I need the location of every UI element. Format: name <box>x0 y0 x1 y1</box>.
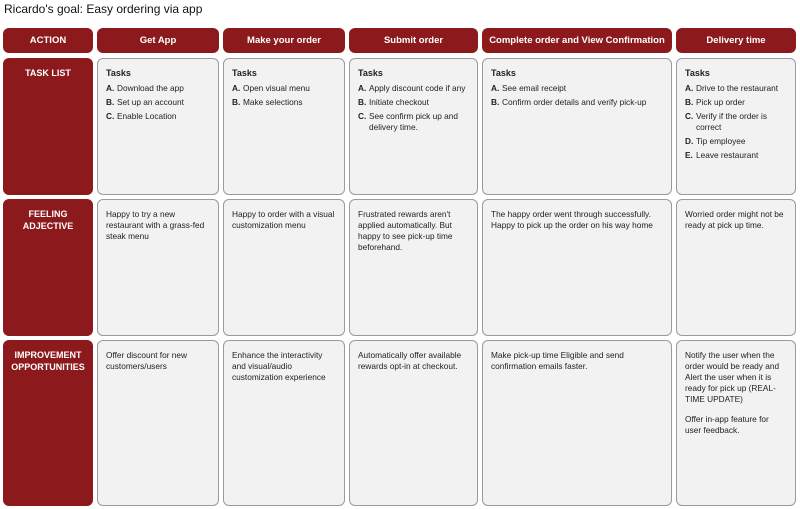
improvement-text: Enhance the interactivity and visual/audio customization experience <box>232 350 326 382</box>
task-item: B. Initiate checkout <box>358 97 429 107</box>
header-get-app: Get App <box>97 28 219 53</box>
task-item: E. Leave restaurant <box>685 150 759 160</box>
header-complete-order: Complete order and View Confirmation <box>482 28 672 53</box>
improvement-text: Offer discount for new customers/users <box>106 350 188 371</box>
feeling-text: Happy to order with a visual customization menu <box>232 209 335 230</box>
task-cell-complete-order <box>482 58 672 195</box>
tasks-heading: Tasks <box>685 68 710 78</box>
feeling-cell-delivery-time <box>676 199 796 336</box>
task-item: B. Make selections <box>232 97 303 107</box>
row-label-task-list: TASK LIST <box>3 58 93 195</box>
improvement-cell-complete-order <box>482 340 672 506</box>
task-cell-submit-order <box>349 58 478 195</box>
improvement-text: Automatically offer available rewards opt-in at checkout. <box>358 350 462 371</box>
task-item: C. See confirm pick up and delivery time. <box>358 111 459 132</box>
task-cell-make-order <box>223 58 345 195</box>
feeling-cell-make-order <box>223 199 345 336</box>
feeling-cell-complete-order <box>482 199 672 336</box>
task-item: A. Download the app <box>106 83 184 93</box>
tasks-heading: Tasks <box>106 68 131 78</box>
row-label-improvement-opportunities: IMPROVEMENT OPPORTUNITIES <box>3 340 93 506</box>
feeling-text: Happy to try a new restaurant with a grass-fed steak menu <box>106 209 205 241</box>
header-submit-order: Submit order <box>349 28 478 53</box>
task-cell-get-app <box>97 58 219 195</box>
task-cell-delivery-time <box>676 58 796 195</box>
task-item: B. Pick up order <box>685 97 745 107</box>
row-label-feeling-adjective: FEELING ADJECTIVE <box>3 199 93 336</box>
feeling-text: Frustrated rewards aren't applied automatically. But happy to see pick-up time beforehand. <box>358 209 453 252</box>
improvement-cell-submit-order <box>349 340 478 506</box>
improvement-text: Notify the user when the order would be ready and Alert the user when it is ready for pick up (REAL-TIME UPDATE) <box>685 350 780 404</box>
tasks-heading: Tasks <box>491 68 516 78</box>
task-item: A. Drive to the restaurant <box>685 83 779 93</box>
feeling-cell-get-app <box>97 199 219 336</box>
header-make-order: Make your order <box>223 28 345 53</box>
improvement-text: Offer in-app feature for user feedback. <box>685 414 769 435</box>
feeling-text: The happy order went through successfully. Happy to pick up the order on his way home <box>491 209 653 230</box>
improvement-text: Make pick-up time Eligible and send confirmation emails faster. <box>491 350 624 371</box>
feeling-cell-submit-order <box>349 199 478 336</box>
improvement-cell-make-order <box>223 340 345 506</box>
tasks-heading: Tasks <box>358 68 383 78</box>
improvement-cell-delivery-time <box>676 340 796 506</box>
task-item: A. Open visual menu <box>232 83 310 93</box>
task-item: D. Tip employee <box>685 136 746 146</box>
task-item: C. Enable Location <box>106 111 177 121</box>
task-item: B. Confirm order details and verify pick-up <box>491 97 647 107</box>
task-item: A. See email receipt <box>491 83 567 93</box>
tasks-heading: Tasks <box>232 68 257 78</box>
goal-title: Ricardo's goal: Easy ordering via app <box>4 2 203 16</box>
improvement-cell-get-app <box>97 340 219 506</box>
task-item: A. Apply discount code if any <box>358 83 466 93</box>
feeling-text: Worried order might not be ready at pick up time. <box>685 209 784 230</box>
task-item: C. Verify if the order is correct <box>685 111 768 132</box>
header-action: ACTION <box>3 28 93 53</box>
header-delivery-time: Delivery time <box>676 28 796 53</box>
task-item: B. Set up an account <box>106 97 184 107</box>
